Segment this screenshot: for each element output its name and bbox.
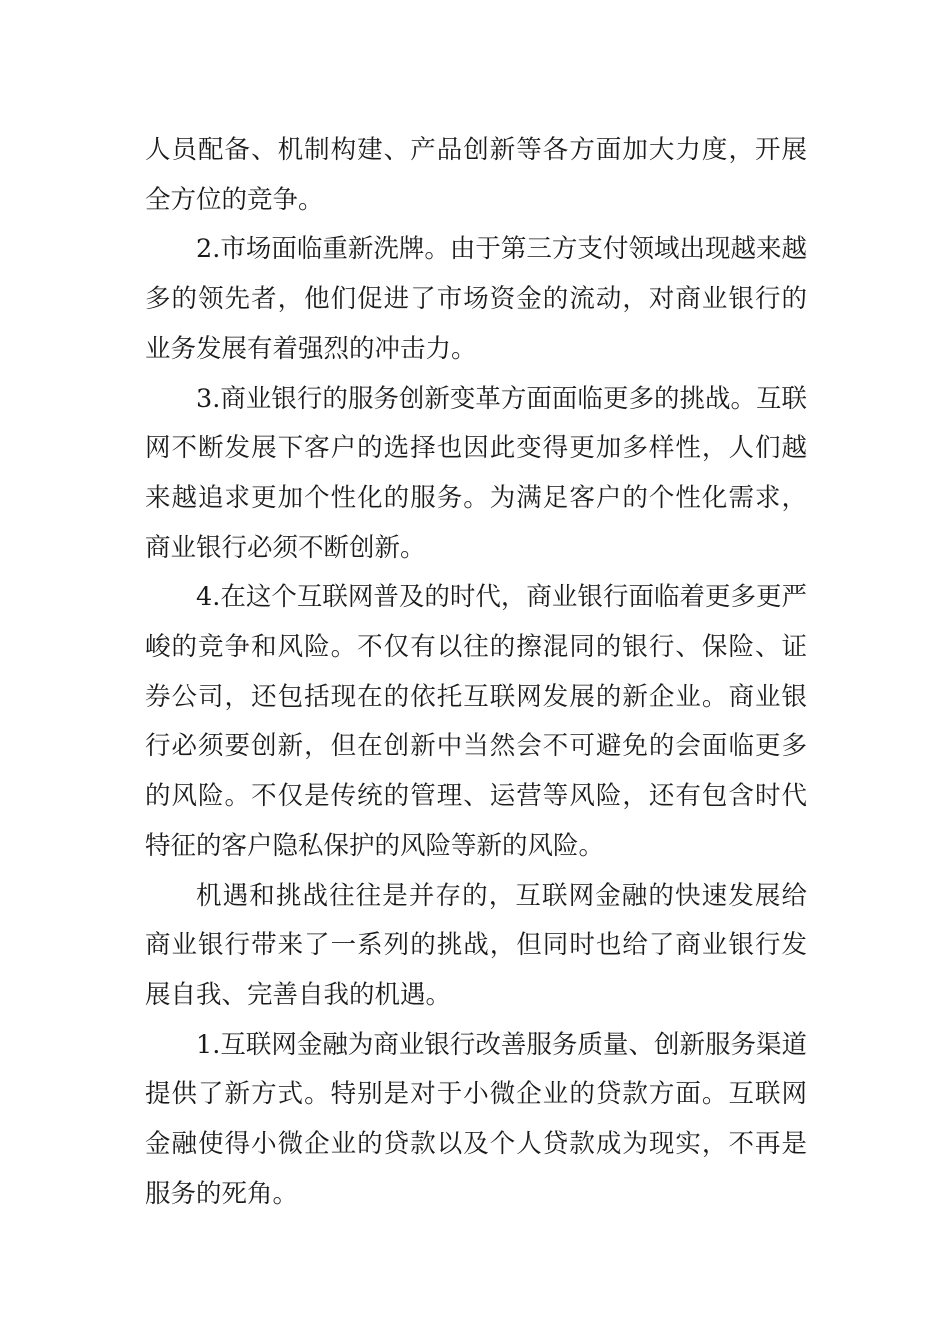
- paragraph-service-innovation-challenge: 3.商业银行的服务创新变革方面面临更多的挑战。互联网不断发展下客户的选择也因此变得更加多样性，人们越来越追求更加个性化的服务。为满足客户的个性化需求，商业银行必须不断创新。: [145, 383, 807, 563]
- paragraph-competition-and-risk: 4.在这个互联网普及的时代，商业银行面临着更多更严峻的竞争和风险。不仅有以往的擦混同的银行、保险、证券公司，还包括现在的依托互联网发展的新企业。商业银行必须要创新，但在创新中当然会不可避免的会面临更多的风险。不仅是传统的管理、运营等风险，还有包含时代特征的客户隐私保护的风险等新的风险。: [145, 582, 807, 861]
- paragraph-continuation: 人员配备、机制构建、产品创新等各方面加大力度，开展全方位的竞争。: [145, 135, 807, 215]
- paragraph-opportunities-and-challenges: 机遇和挑战往往是并存的，互联网金融的快速发展给商业银行带来了一系列的挑战，但同时也给了商业银行发展自我、完善自我的机遇。: [145, 880, 807, 1010]
- document-body: [145, 126, 807, 1219]
- paragraph-new-service-methods: 1.互联网金融为商业银行改善服务质量、创新服务渠道提供了新方式。特别是对于小微企业的贷款方面。互联网金融使得小微企业的贷款以及个人贷款成为现实，不再是服务的死角。: [145, 1029, 807, 1209]
- paragraph-market-reshuffle: 2.市场面临重新洗牌。由于第三方支付领域出现越来越多的领先者，他们促进了市场资金的流动，对商业银行的业务发展有着强烈的冲击力。: [145, 234, 807, 364]
